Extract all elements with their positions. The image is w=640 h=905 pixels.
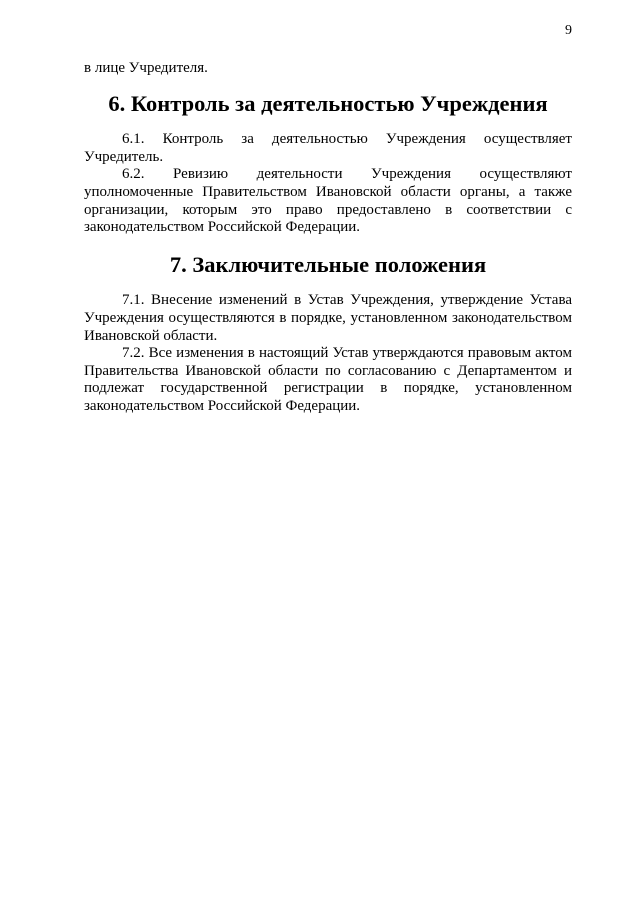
section-6-title: 6. Контроль за деятельностью Учреждения bbox=[108, 90, 548, 116]
page-number: 9 bbox=[565, 23, 572, 38]
section-7-paragraph-1: 7.1. Внесение изменений в Устав Учреждения, утверждение Устава Учреждения осуществляются в порядке, установленном законодательством Ивановской области. bbox=[84, 292, 572, 344]
intro-text: в лице Учредителя. bbox=[84, 60, 208, 76]
section-7-title: 7. Заключительные положения bbox=[169, 251, 487, 277]
section-7-paragraph-2: 7.2. Все изменения в настоящий Устав утверждаются правовым актом Правительства Ивановской области по согласованию с Департаментом и подлежат государственной регистрации в порядке, установленном законодательством Российской Федерации. bbox=[84, 345, 572, 414]
section-6-paragraph-1: 6.1. Контроль за деятельностью Учреждения осуществляет Учредитель. bbox=[84, 131, 572, 165]
section-6-paragraph-2: 6.2. Ревизию деятельности Учреждения осуществляют уполномоченные Правительством Ивановской области органы, а также организации, которым это право предоставлено в соответствии с законодательством Российской Федерации. bbox=[84, 166, 572, 236]
document-body bbox=[84, 60, 572, 416]
